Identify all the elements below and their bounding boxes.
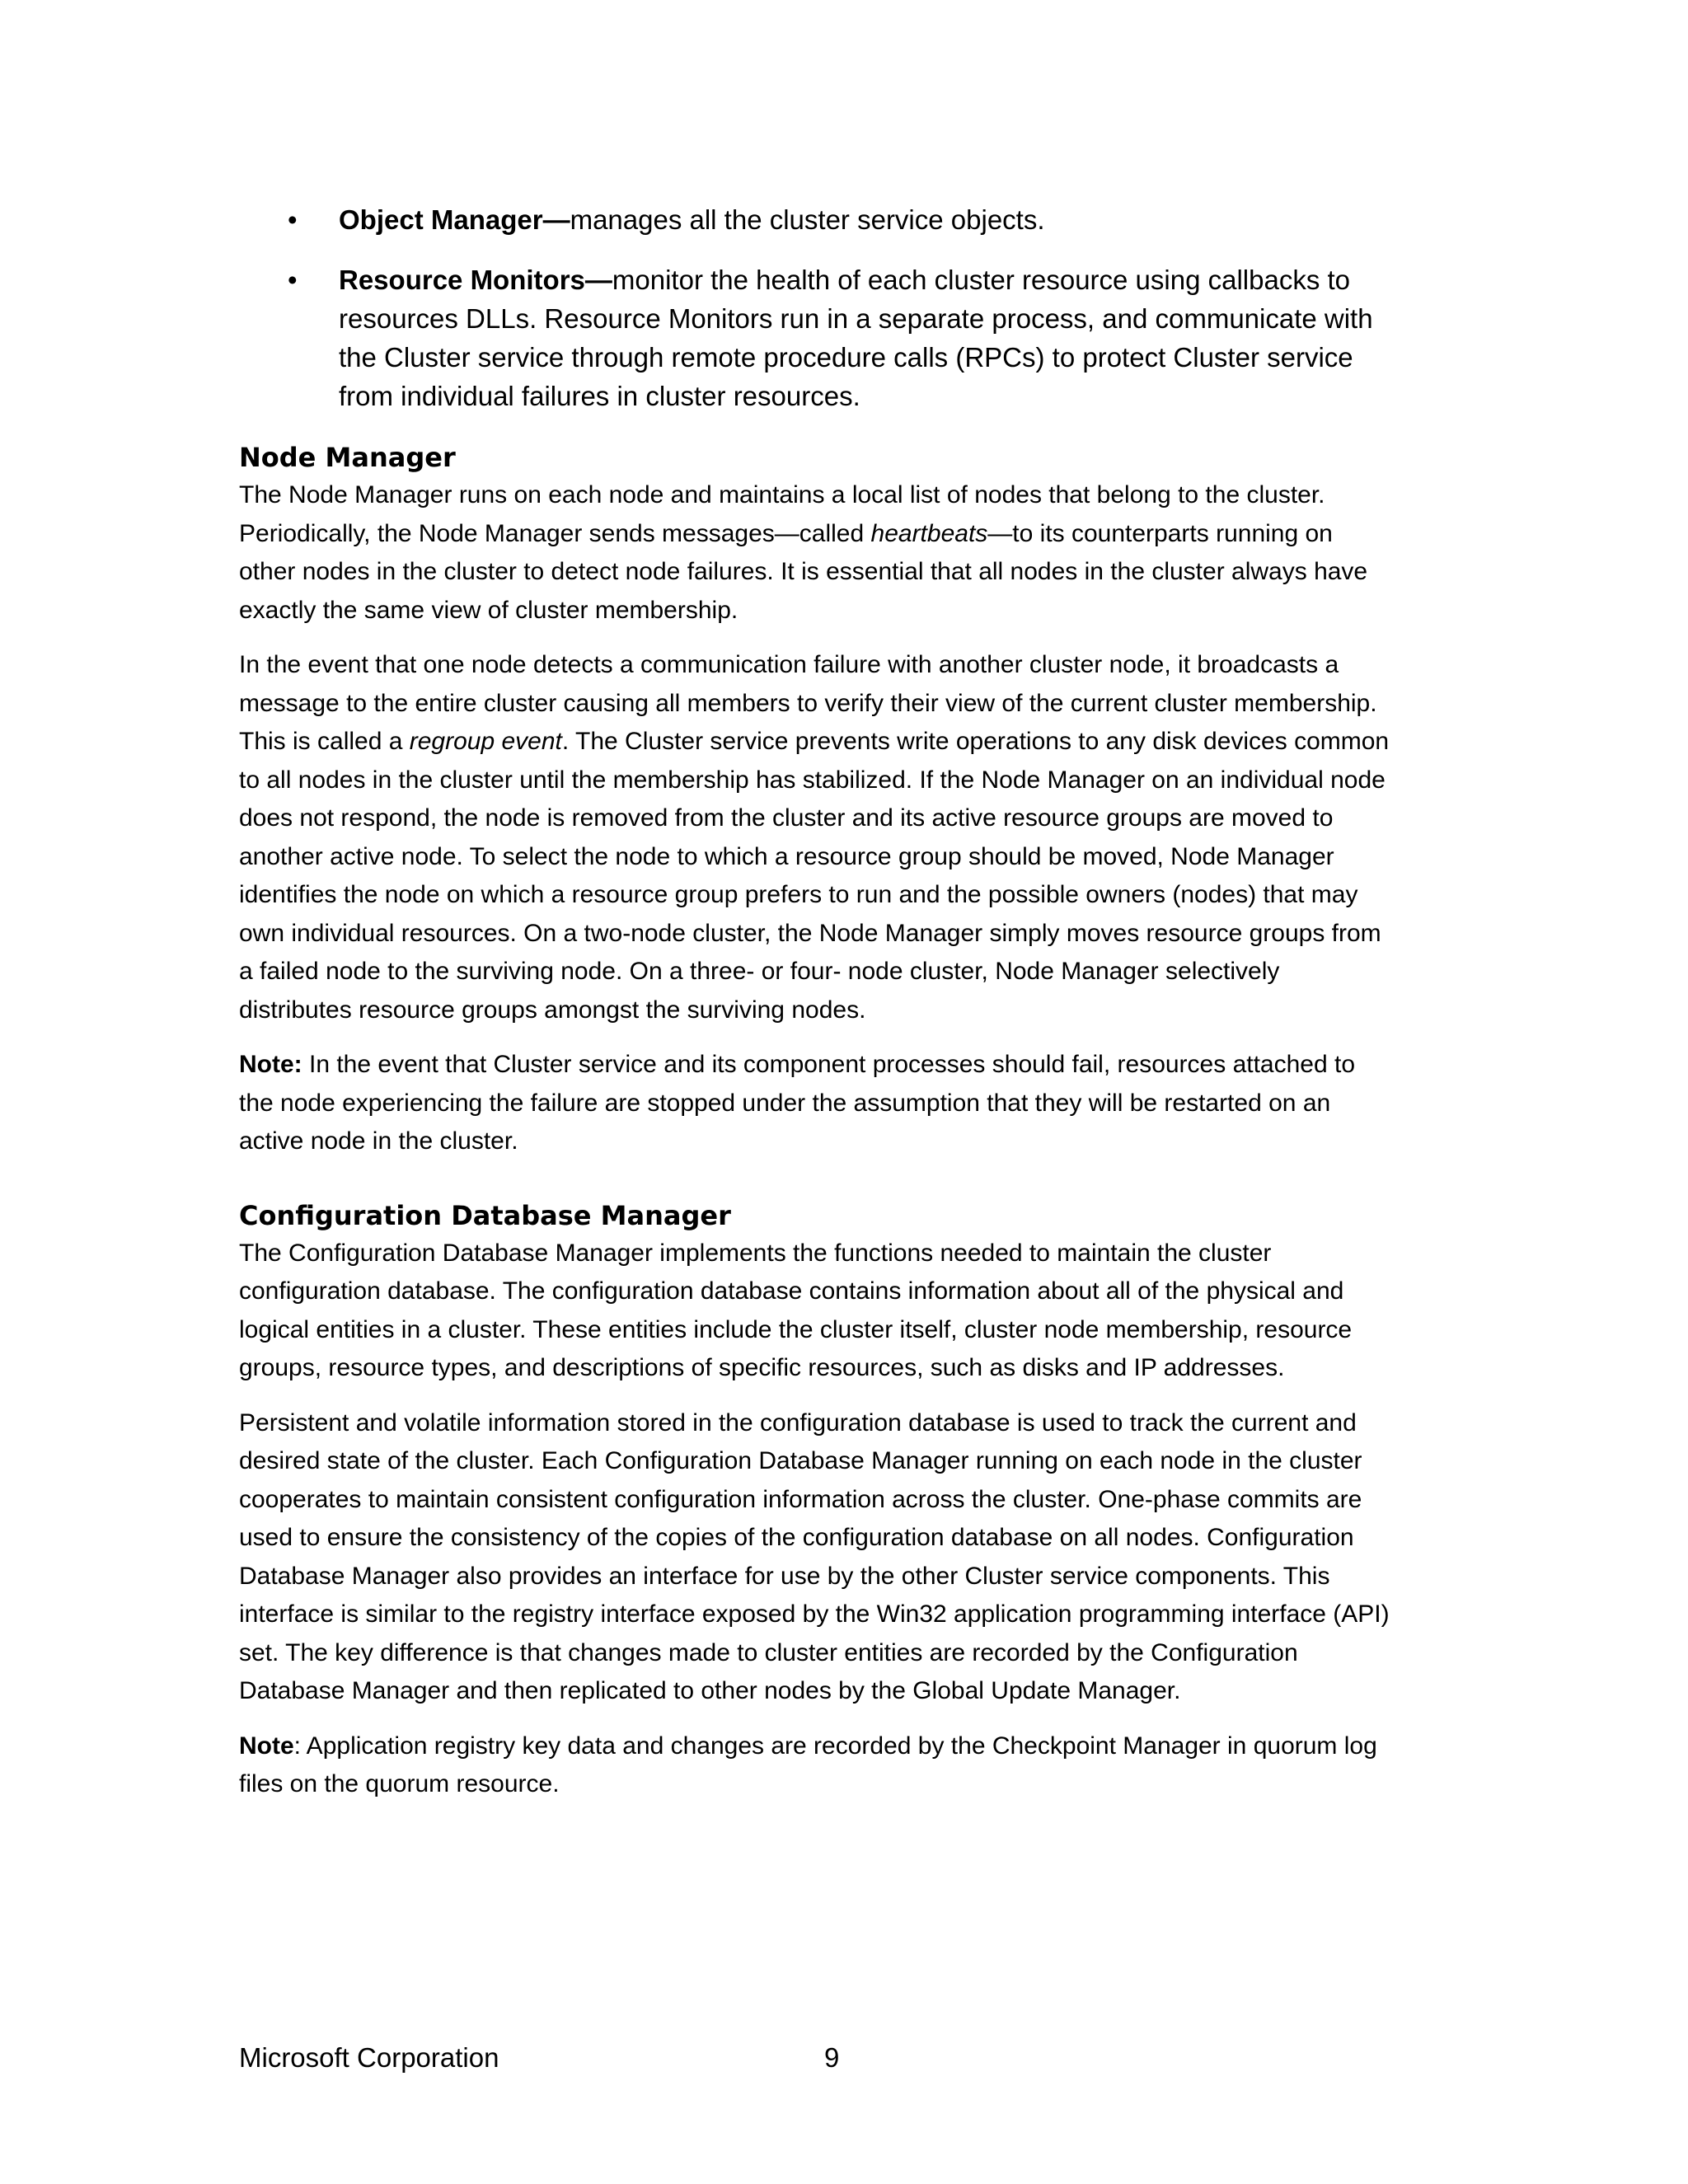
bullet-term: Resource Monitors— — [339, 265, 612, 295]
section-heading-configuration-database-manager: Configuration Database Manager — [239, 1199, 731, 1231]
bullet-text: monitor the health of each cluster resource using callbacks to resources DLLs. Resource Monitors run in a separate process, and communicate with the Cluster service through remote procedure calls (RPCs) to protect Cluster service from individual failures in cluster resources. — [339, 265, 1373, 411]
paragraph-text: . The Cluster service prevents write operations to any disk devices common to all nodes in the cluster until the membership has stabilized. If the Node Manager on an individual node does not respond, the node is removed from the cluster and its active resource groups are moved to another active node. To select the node to which a resource group should be moved, Node Manager identifies the node on which a resource group prefers to run and the possible owners (nodes) that may own individual resources. On a two-node cluster, the Node Manager simply moves resource groups from a failed node to the surviving node. On a three- or four- node cluster, Node Manager selectively distributes resource groups amongst the surviving nodes. — [239, 728, 1390, 1024]
footer-company: Microsoft Corporation — [239, 2042, 499, 2073]
paragraph-text: In the event that one node detects a communication failure with another cluster node, it broadcasts a message to the entire cluster causing all members to verify their view of the current cluster membership. This is called a — [239, 651, 1377, 755]
component-bullet-list — [239, 200, 1393, 415]
note-paragraph — [239, 1046, 1393, 1161]
footer-page-number: 9 — [824, 2042, 840, 2073]
bullet-icon: • — [288, 265, 298, 295]
paragraph: Persistent and volatile information stored in the configuration database is used to track the current and desired state of the cluster. Each Configuration Database Manager running on each node in the cluster cooperates to maintain consistent configuration information across the cluster. One-phase commits are used to ensure the consistency of the copies of the configuration database on all nodes. Configuration Database Manager also provides an interface for use by the other Cluster service components. This interface is similar to the registry interface exposed by the Win32 application programming interface (API) set. The key difference is that changes made to cluster entities are recorded by the Configuration Database Manager and then replicated to other nodes by the Global Update Manager. — [239, 1408, 1390, 1704]
list-item — [239, 200, 1393, 239]
bullet-icon: • — [288, 204, 298, 235]
note-text: : Application registry key data and changes are recorded by the Checkpoint Manager in quorum log files on the quorum resource. — [239, 1732, 1377, 1797]
list-item — [239, 260, 1393, 415]
paragraph-text: The Node Manager runs on each node and maintains a local list of nodes that belong to the cluster. Periodically, the Node Manager sends messages—called — [239, 481, 1325, 547]
emphasis-text: heartbeats — [870, 519, 988, 547]
note-paragraph — [239, 1727, 1393, 1804]
emphasis-text: regroup event — [409, 728, 562, 755]
paragraph — [239, 646, 1393, 1029]
section-heading-node-manager: Node Manager — [239, 442, 456, 473]
paragraph-text: —to its counterparts running on other nodes in the cluster to detect node failures. It is essential that all nodes in the cluster always have exactly the same view of cluster membership. — [239, 519, 1368, 624]
paragraph — [239, 476, 1393, 630]
bullet-term: Object Manager— — [339, 204, 570, 235]
note-label: Note — [239, 1732, 294, 1760]
note-text: In the event that Cluster service and its component processes should fail, resources attached to the node experiencing the failure are stopped under the assumption that they will be restarted on an active node in the cluster. — [239, 1051, 1356, 1155]
bullet-text: manages all the cluster service objects. — [570, 204, 1045, 235]
paragraph: The Configuration Database Manager implements the functions needed to maintain the cluster configuration database. The configuration database contains information about all of the physical and logical entities in a cluster. These entities include the cluster itself, cluster node membership, resource groups, resource types, and descriptions of specific resources, such as disks and IP addresses. — [239, 1239, 1353, 1381]
note-label: Note: — [239, 1051, 302, 1078]
page-content — [239, 200, 1393, 1821]
